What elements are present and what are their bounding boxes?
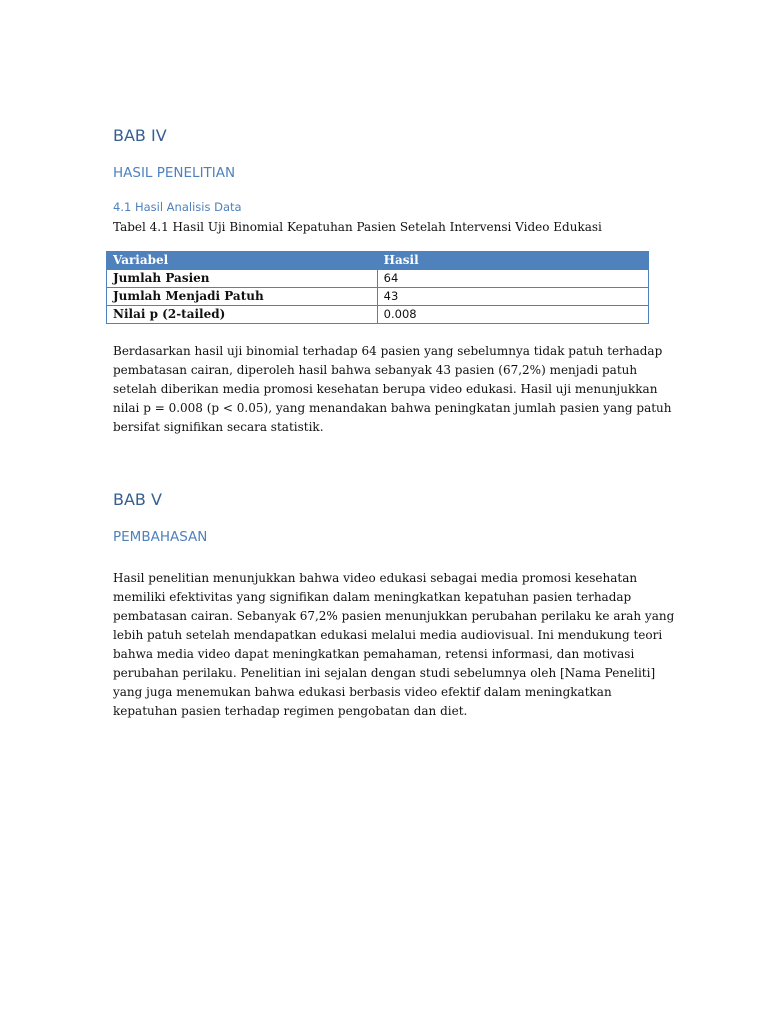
paragraph-line: Berdasarkan hasil uji binomial terhadap 64 pasien yang sebelumnya tidak patuh terhadap [113, 344, 663, 358]
chapter-title-hasil-penelitian: HASIL PENELITIAN [113, 165, 236, 181]
chapter-heading-bab-iv: BAB IV [113, 126, 167, 145]
binomial-results-table [106, 251, 649, 324]
table-cell-variabel: Nilai p (2-tailed) [107, 306, 378, 324]
chapter-title-pembahasan: PEMBAHASAN [113, 529, 208, 545]
table-row [107, 306, 649, 324]
table-header-hasil: Hasil [377, 252, 648, 270]
table-cell-variabel: Jumlah Menjadi Patuh [107, 288, 378, 306]
table-cell-hasil: 43 [377, 288, 648, 306]
chapter-heading-bab-v: BAB V [113, 490, 162, 509]
table-cell-hasil: 64 [377, 270, 648, 288]
paragraph-line: bersifat signifikan secara statistik. [113, 420, 324, 434]
paragraph-line: memiliki efektivitas yang signifikan dalam meningkatkan kepatuhan pasien terhadap [113, 590, 632, 604]
section-heading-4-1: 4.1 Hasil Analisis Data [113, 200, 242, 214]
paragraph-line: perubahan perilaku. Penelitian ini sejalan dengan studi sebelumnya oleh [Nama Peneliti] [113, 666, 656, 680]
table-header-row [107, 252, 649, 270]
table-caption: Tabel 4.1 Hasil Uji Binomial Kepatuhan Pasien Setelah Intervensi Video Edukasi [113, 220, 602, 234]
table-header-variabel: Variabel [107, 252, 378, 270]
paragraph-line: pembatasan cairan, diperoleh hasil bahwa sebanyak 43 pasien (67,2%) menjadi patuh [113, 363, 638, 377]
discussion-paragraph [113, 569, 675, 721]
table-row [107, 270, 649, 288]
paragraph-line: nilai p = 0.008 (p < 0.05), yang menandakan bahwa peningkatan jumlah pasien yang patuh [113, 401, 672, 415]
table-row [107, 288, 649, 306]
paragraph-line: yang juga menemukan bahwa edukasi berbasis video efektif dalam meningkatkan [113, 685, 612, 699]
table-cell-hasil: 0.008 [377, 306, 648, 324]
paragraph-line: pembatasan cairan. Sebanyak 67,2% pasien menunjukkan perubahan perilaku ke arah yang [113, 609, 675, 623]
results-paragraph [113, 342, 672, 437]
paragraph-line: Hasil penelitian menunjukkan bahwa video edukasi sebagai media promosi kesehatan [113, 571, 638, 585]
paragraph-line: setelah diberikan media promosi kesehatan berupa video edukasi. Hasil uji menunjukkan [113, 382, 658, 396]
table-cell-variabel: Jumlah Pasien [107, 270, 378, 288]
paragraph-line: bahwa media video dapat meningkatkan pemahaman, retensi informasi, dan motivasi [113, 647, 635, 661]
paragraph-line: kepatuhan pasien terhadap regimen pengobatan dan diet. [113, 704, 468, 718]
paragraph-line: lebih patuh setelah mendapatkan edukasi melalui media audiovisual. Ini mendukung teori [113, 628, 663, 642]
